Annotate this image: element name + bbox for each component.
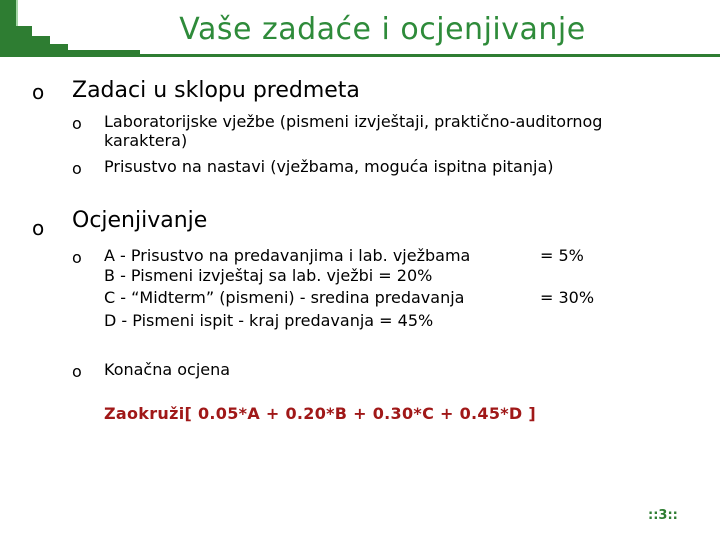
slide-title: Vaše zadaće i ocjenjivanje: [179, 12, 586, 47]
grading-weight-c: = 30%: [540, 288, 595, 307]
grading-weight-a: = 5%: [540, 246, 584, 265]
bullet-icon: o: [72, 362, 82, 381]
grading-line-d: D - Pismeni ispit - kraj predavanja = 45%: [104, 311, 434, 330]
bullet-icon: o: [72, 159, 82, 178]
grading-line-b: B - Pismeni izvještaj sa lab. vježbi = 20%: [104, 266, 433, 285]
task-item-lab-line2: karaktera): [104, 131, 188, 150]
final-grade-label: Konačna ocjena: [104, 360, 231, 379]
bullet-icon: o: [72, 114, 82, 133]
page-number: ::3::: [648, 508, 678, 523]
bullet-icon: o: [72, 248, 82, 267]
task-item-lab-line1: Laboratorijske vježbe (pismeni izvještaji, praktično-auditornog: [104, 112, 603, 131]
bullet-icon: o: [32, 216, 45, 240]
final-grade-formula: Zaokruži[ 0.05*A + 0.20*B + 0.30*C + 0.45*D ]: [104, 404, 536, 423]
bullet-icon: o: [32, 80, 45, 104]
section-heading-tasks: Zadaci u sklopu predmeta: [72, 78, 360, 103]
grading-line-c: C - “Midterm” (pismeni) - sredina predavanja: [104, 288, 465, 307]
section-heading-grading: Ocjenjivanje: [72, 208, 208, 233]
grading-line-a: A - Prisustvo na predavanjima i lab. vježbama: [104, 246, 471, 265]
task-item-attendance: Prisustvo na nastavi (vježbama, moguća ispitna pitanja): [104, 157, 554, 176]
